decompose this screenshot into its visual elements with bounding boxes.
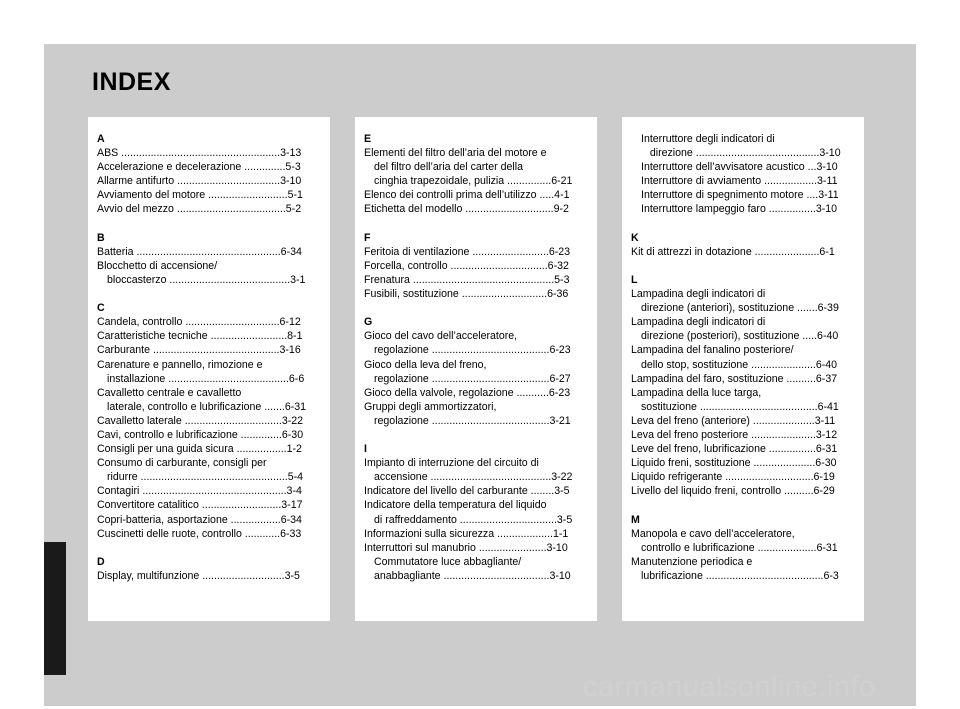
index-letter-heading: C bbox=[97, 302, 105, 315]
page-title: INDEX bbox=[92, 68, 171, 96]
index-entry: direzione ..........................................3-10 bbox=[641, 147, 841, 160]
index-letter-heading: I bbox=[364, 443, 367, 456]
index-letter-heading: G bbox=[364, 316, 373, 329]
index-entry: bloccasterzo .........................................3-1 bbox=[107, 273, 306, 286]
index-section bbox=[364, 442, 589, 583]
index-section bbox=[97, 301, 322, 541]
index-section bbox=[364, 132, 589, 217]
index-entry: Allarme antifurto ...................................3-10 bbox=[97, 175, 302, 188]
index-entry: Lampadina degli indicatori di bbox=[631, 288, 766, 301]
index-entry: Caratteristiche tecniche ..........................8-1 bbox=[97, 330, 303, 343]
index-column-1 bbox=[88, 117, 330, 621]
index-entry: Interruttore lampeggio faro ................3-10 bbox=[641, 203, 838, 216]
index-entry: Accelerazione e decelerazione ..............5-3 bbox=[97, 161, 301, 174]
index-letter-heading: F bbox=[364, 231, 371, 244]
index-letter-heading: A bbox=[97, 133, 105, 145]
index-entry: Interruttore di spegnimento motore ....3-11 bbox=[641, 189, 839, 202]
index-entry: sostituzione ........................................6-41 bbox=[641, 400, 839, 413]
section-tab bbox=[44, 542, 66, 675]
index-entry: Copri-batteria, asportazione .................6-34 bbox=[97, 513, 302, 526]
index-entry: dello stop, sostituzione ......................6-40 bbox=[641, 358, 838, 371]
index-entry: Carburante ...........................................3-16 bbox=[97, 344, 301, 357]
index-entry: Gruppi degli ammortizzatori, bbox=[364, 400, 497, 413]
index-entry: Interruttore degli indicatori di bbox=[641, 133, 775, 145]
index-entry: Cavalletto laterale .................................3-22 bbox=[97, 414, 304, 427]
index-entry: Gioco del cavo dell’acceleratore, bbox=[364, 330, 518, 343]
index-entry: del filtro dell’aria del carter della bbox=[374, 161, 523, 174]
index-section bbox=[97, 132, 322, 217]
index-entry: Interruttori sul manubrio .......................3-10 bbox=[364, 541, 568, 554]
index-letter-heading: L bbox=[631, 273, 638, 286]
index-entry: Consumo di carburante, consigli per bbox=[97, 457, 267, 470]
index-entry: Fusibili, sostituzione .............................6-36 bbox=[364, 288, 569, 301]
index-entry: Cavalletto centrale e cavalletto bbox=[97, 386, 242, 399]
index-entry: Leva del freno posteriore ......................3-12 bbox=[631, 428, 838, 441]
index-entry: Avviamento del motore ...........................5-1 bbox=[97, 189, 303, 202]
index-entry: Frenatura ................................................5-3 bbox=[364, 273, 570, 286]
index-letter-heading: D bbox=[97, 555, 105, 568]
index-entry: Lampadina degli indicatori di bbox=[631, 316, 766, 329]
index-section bbox=[631, 132, 856, 217]
index-entry: Convertitore catalitico ...........................3-17 bbox=[97, 499, 303, 512]
index-entry: Elementi del filtro dell’aria del motore e bbox=[364, 147, 547, 160]
index-letter-heading: B bbox=[97, 231, 105, 244]
index-entry: Lampadina del fanalino posteriore/ bbox=[631, 344, 794, 357]
index-entry: Etichetta del modello ..............................9-2 bbox=[364, 203, 569, 216]
index-entry: direzione (posteriori), sostituzione .....6-40 bbox=[641, 330, 839, 343]
index-entry: Elenco dei controlli prima dell’utilizzo .....4-1 bbox=[364, 189, 570, 202]
index-column-3 bbox=[622, 117, 864, 621]
index-entry: Batteria .................................................6-34 bbox=[97, 245, 302, 258]
index-entry: Liquido freni, sostituzione .....................6-30 bbox=[631, 457, 837, 470]
index-entry: Lampadina del faro, sostituzione ..........6-37 bbox=[631, 372, 838, 385]
index-entry: Display, multifunzione ............................3-5 bbox=[97, 569, 300, 582]
manual-page bbox=[44, 44, 916, 706]
index-entry: Gioco della leva del freno, bbox=[364, 358, 487, 371]
index-entry: cinghia trapezoidale, pulizia ...............6-21 bbox=[374, 175, 573, 188]
index-entry: installazione .........................................6-6 bbox=[107, 372, 305, 385]
index-section bbox=[97, 555, 322, 583]
index-entry: Forcella, controllo .................................6-32 bbox=[364, 259, 569, 272]
index-entry: Gioco della valvole, regolazione ...........6-23 bbox=[364, 386, 571, 399]
index-entry: Interruttore dell’avvisatore acustico ...3-10 bbox=[641, 161, 838, 174]
index-entry: di raffreddamento .................................3-5 bbox=[374, 513, 573, 526]
index-section bbox=[364, 231, 589, 301]
index-section bbox=[631, 273, 856, 499]
index-entry: Impianto di interruzione del circuito di bbox=[364, 457, 539, 470]
index-section bbox=[631, 513, 856, 583]
index-entry: Feritoia di ventilazione ..........................6-23 bbox=[364, 245, 571, 258]
index-entry: Indicatore della temperatura del liquido bbox=[364, 499, 547, 512]
index-entry: anabbagliante ....................................3-10 bbox=[374, 569, 571, 582]
index-entry: regolazione ........................................3-21 bbox=[374, 414, 571, 427]
index-entry: laterale, controllo e lubrificazione .......6-31 bbox=[107, 400, 307, 413]
index-letter-heading: M bbox=[631, 513, 640, 526]
index-entry: direzione (anteriori), sostituzione .......6-39 bbox=[641, 302, 839, 315]
index-entry: Blocchetto di accensione/ bbox=[97, 259, 218, 272]
index-entry: accensione .........................................3-22 bbox=[374, 471, 573, 484]
index-entry: Cuscinetti delle ruote, controllo ............6-33 bbox=[97, 527, 302, 540]
index-entry: regolazione ........................................6-27 bbox=[374, 372, 571, 385]
index-entry: Interruttore di avviamento ..................3-11 bbox=[641, 175, 838, 188]
index-entry: ridurre ..................................................5-4 bbox=[107, 471, 304, 484]
index-entry: Cavi, controllo e lubrificazione ..............6-30 bbox=[97, 428, 304, 441]
index-entry: Contagiri .................................................3-4 bbox=[97, 485, 302, 498]
index-section bbox=[631, 231, 856, 259]
index-entry: Commutatore luce abbagliante/ bbox=[374, 555, 522, 568]
index-entry: Informazioni sulla sicurezza ...................1-1 bbox=[364, 527, 569, 540]
index-entry: Livello del liquido freni, controllo ..........6-29 bbox=[631, 485, 835, 498]
index-entry: Consigli per una guida sicura .................1-2 bbox=[97, 443, 302, 456]
index-entry: controllo e lubrificazione ....................6-31 bbox=[641, 541, 838, 554]
index-entry: Avvio del mezzo .....................................5-2 bbox=[97, 203, 302, 216]
index-entry: Leve del freno, lubrificazione ................6-31 bbox=[631, 443, 838, 456]
index-letter-heading: E bbox=[364, 133, 372, 145]
index-entry: Kit di attrezzi in dotazione ......................6-1 bbox=[631, 245, 835, 258]
index-entry: Indicatore del livello del carburante ........3-5 bbox=[364, 485, 570, 498]
index-entry: Liquido refrigerante ..............................6-19 bbox=[631, 471, 835, 484]
index-entry: lubrificazione ........................................6-3 bbox=[641, 569, 839, 582]
index-entry: Manopola e cavo dell’acceleratore, bbox=[631, 527, 795, 540]
index-section bbox=[97, 231, 322, 287]
index-entry: ABS ......................................................3-13 bbox=[97, 147, 302, 160]
watermark: carmanualsonline.info bbox=[583, 671, 876, 703]
index-entry: Carenature e pannello, rimozione e bbox=[97, 358, 263, 371]
index-entry: Leva del freno (anteriore) .....................3-11 bbox=[631, 414, 836, 427]
index-letter-heading: K bbox=[631, 231, 639, 244]
index-entry: regolazione ........................................6-23 bbox=[374, 344, 571, 357]
index-column-2 bbox=[355, 117, 597, 621]
index-entry: Manutenzione periodica e bbox=[631, 555, 753, 568]
index-entry: Candela, controllo ................................6-12 bbox=[97, 316, 301, 329]
index-entry: Lampadina della luce targa, bbox=[631, 386, 762, 399]
index-section bbox=[364, 315, 589, 428]
